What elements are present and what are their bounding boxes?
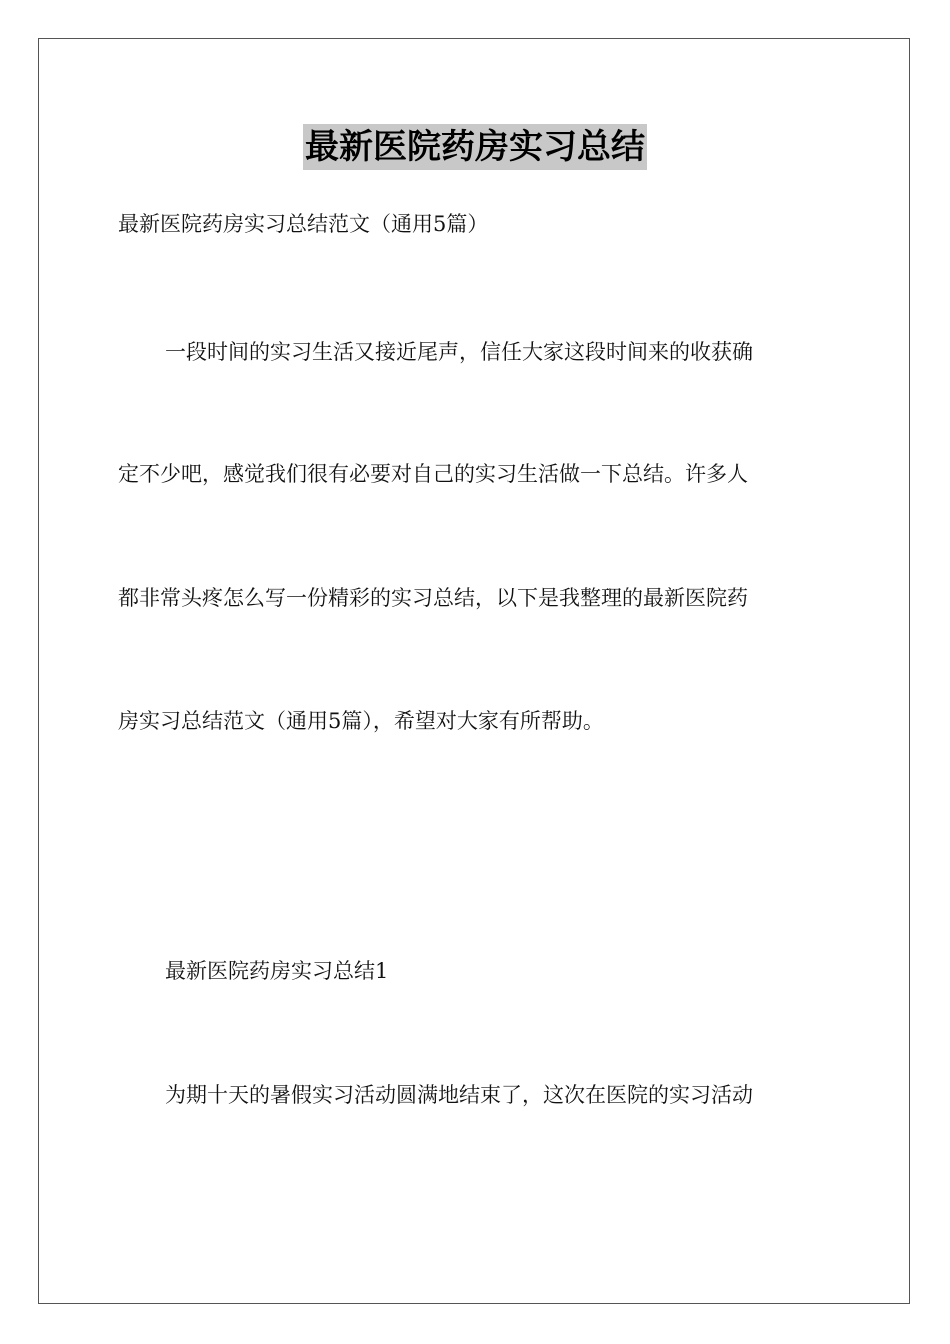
section-paragraph-line-1: 为期十天的暑假实习活动圆满地结束了，这次在医院的实习活动 bbox=[165, 1083, 753, 1107]
section-heading: 最新医院药房实习总结1 bbox=[165, 959, 389, 983]
intro-line-2: 定不少吧，感觉我们很有必要对自己的实习生活做一下总结。许多人 bbox=[118, 462, 748, 486]
intro-line-4: 房实习总结范文（通用5篇），希望对大家有所帮助。 bbox=[118, 709, 604, 733]
document-subtitle: 最新医院药房实习总结范文（通用5篇） bbox=[118, 212, 489, 236]
title-container bbox=[0, 124, 950, 170]
intro-line-1: 一段时间的实习生活又接近尾声，信任大家这段时间来的收获确 bbox=[165, 340, 753, 364]
intro-line-3: 都非常头疼怎么写一份精彩的实习总结，以下是我整理的最新医院药 bbox=[118, 586, 748, 610]
document-title: 最新医院药房实习总结 bbox=[303, 124, 647, 170]
